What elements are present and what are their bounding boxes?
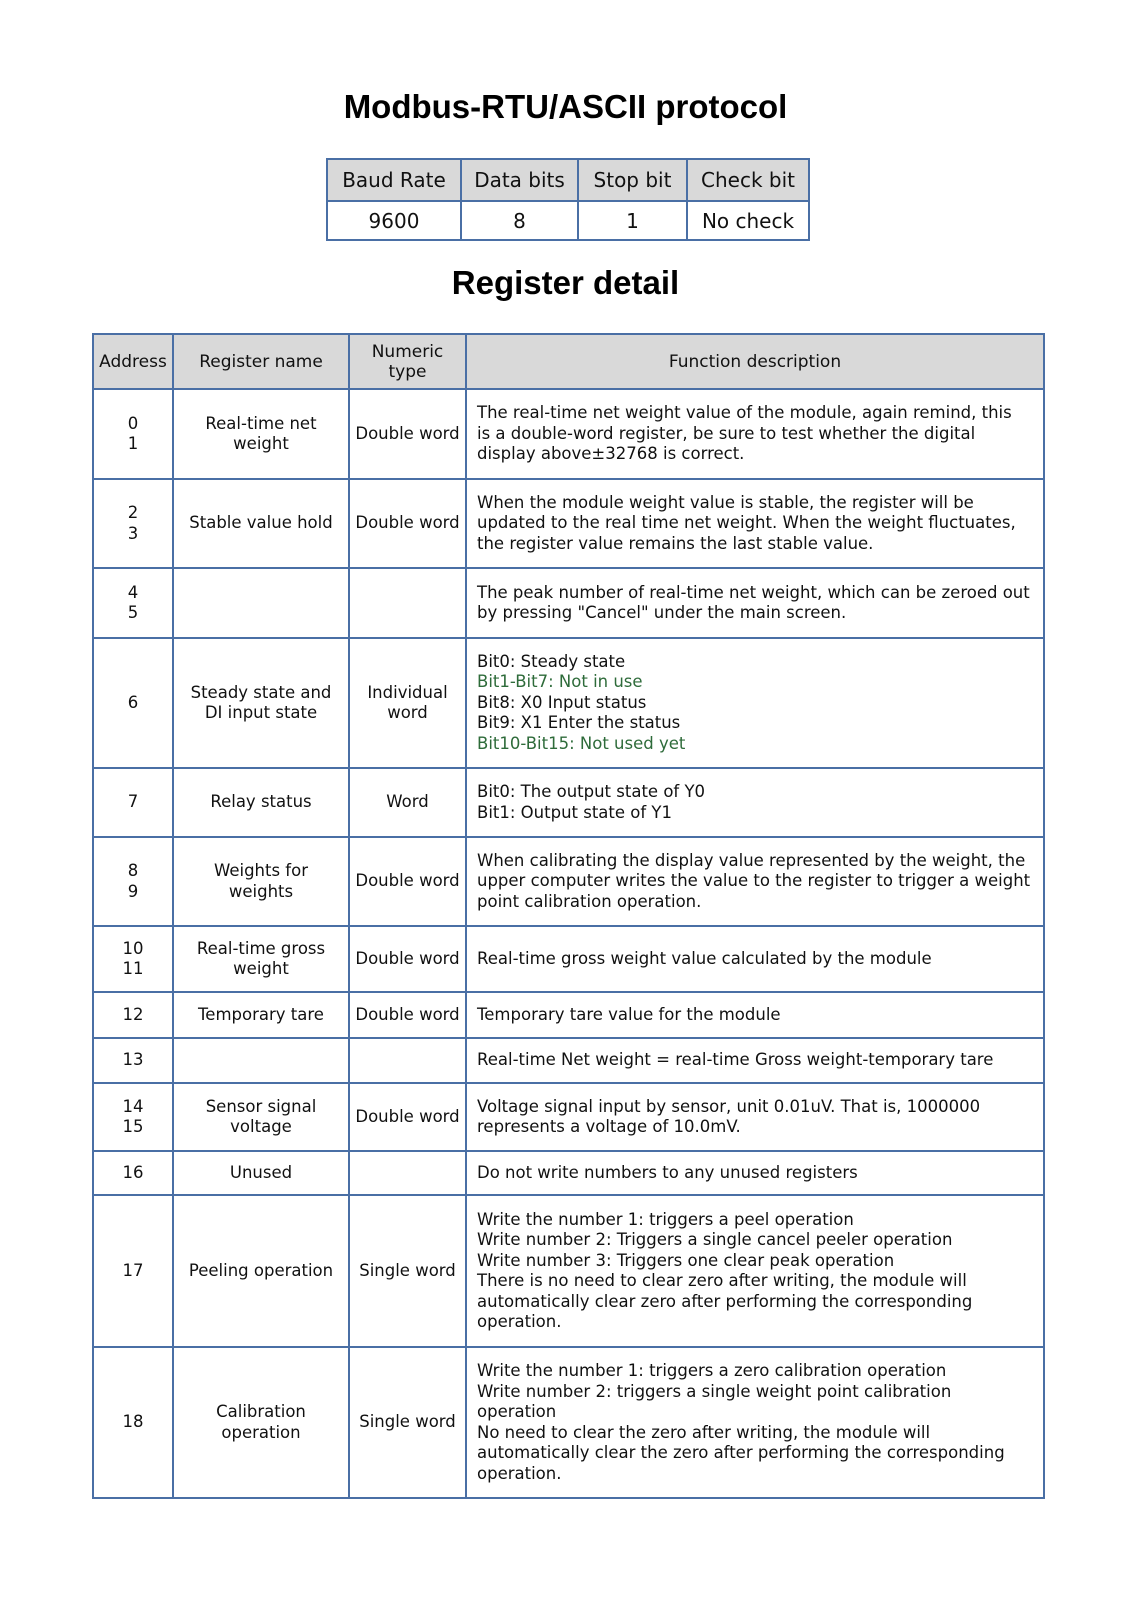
register-type [349,1195,466,1347]
register-name-line: weights [228,881,294,901]
register-address-line: 13 [122,1050,144,1070]
register-description-line: There is no need to clear zero after writing, the module will [477,1271,967,1290]
register-description-line: the register value remains the last stable value. [477,533,874,553]
register-address-line: 12 [122,1004,144,1024]
register-description-line: is a double-word register, be sure to test whether the digital [477,423,976,443]
register-address-line: 5 [127,603,139,622]
table-row [93,638,1044,768]
register-address-line: 8 [127,861,139,880]
table-row [93,837,1044,926]
register-description-line: Do not write numbers to any unused registers [477,1162,858,1182]
page-title: Modbus-RTU/ASCII protocol [343,88,788,125]
table-row [93,1151,1044,1195]
register-address-line: 3 [127,523,139,543]
register-name-line: Sensor signal [205,1096,317,1116]
register-description-line: Bit9: X1 Enter the status [477,713,681,733]
register-description [466,926,1044,992]
header-register-name: Register name [173,334,349,389]
register-type [349,1083,466,1151]
table-row [93,1083,1044,1151]
register-name [173,479,349,568]
protocol-header-data-bits: Data bits [461,159,578,201]
register-description [466,1083,1044,1151]
register-name [173,638,349,768]
header-numeric-type-line1: Numeric [371,341,444,362]
protocol-value-baud-rate: 9600 [327,201,461,240]
register-address-line: 4 [127,582,139,602]
table-row [93,926,1044,992]
register-description-line: The real-time net weight value of the module, again remind, this [477,403,1012,423]
register-description-line: Write the number 1: triggers a zero calibration operation [477,1361,947,1380]
protocol-value-row [327,201,809,240]
register-address-line: 16 [122,1162,144,1182]
register-address [93,992,173,1038]
header-numeric-type-line2: type [388,361,427,382]
register-address-line: 6 [127,692,139,712]
table-row [93,568,1044,638]
register-address-line: 2 [127,503,139,522]
register-description-line: represents a voltage of 10.0mV. [477,1117,741,1136]
register-description-line: Bit10-Bit15: Not used yet [477,733,686,753]
register-address [93,1347,173,1498]
register-description-line: by pressing "Cancel" under the main screen. [477,603,847,622]
register-description [466,638,1044,768]
register-name-line: Weights for [213,861,308,880]
register-description-line: When calibrating the display value represented by the weight, the [477,850,1026,870]
register-name-line: operation [221,1422,301,1442]
register-name [173,992,349,1038]
register-name-line: Stable value hold [189,513,333,533]
register-name [173,768,349,837]
protocol-value-stop-bit: 1 [578,201,687,240]
register-header-row [93,334,1044,389]
register-type [349,638,466,768]
register-type-line: Individual [367,682,448,702]
register-description-line: When the module weight value is stable, the register will be [477,492,974,512]
register-description [466,837,1044,926]
register-address-line: 7 [127,792,139,812]
register-description-line: automatically clear zero after performing the corresponding [477,1291,973,1311]
register-name-line: Relay status [210,792,312,812]
register-description-line: Write number 2: triggers a single weight point calibration [477,1381,952,1401]
register-description [466,1038,1044,1083]
protocol-value-check-bit: No check [687,201,809,240]
register-name [173,1038,349,1083]
register-description-line: Bit1: Output state of Y1 [477,802,673,822]
register-name [173,837,349,926]
register-type [349,1151,466,1195]
register-name-line: Steady state and [190,682,332,702]
register-name [173,1195,349,1347]
register-address [93,1083,173,1151]
table-row [93,768,1044,837]
register-section-title: Register detail [451,264,680,301]
register-name-line: voltage [230,1117,292,1136]
register-type-line: word [387,703,428,722]
protocol-header-check-bit: Check bit [687,159,809,201]
register-type-line: Word [386,792,429,812]
register-type [349,479,466,568]
register-address [93,1195,173,1347]
table-row [93,479,1044,568]
table-row [93,389,1044,479]
table-row [93,1195,1044,1347]
register-address [93,479,173,568]
register-type [349,768,466,837]
register-type-line: Double word [355,948,460,968]
register-description-line: Temporary tare value for the module [477,1004,781,1024]
register-name-line: Real-time gross [196,938,326,958]
register-type-line: Double word [355,1004,460,1024]
register-address [93,1038,173,1083]
table-row [93,1347,1044,1498]
register-address [93,926,173,992]
register-type [349,568,466,638]
register-description-line: Write the number 1: triggers a peel operation [477,1209,854,1229]
register-description-line: Bit8: X0 Input status [477,692,647,712]
register-type-line: Double word [355,513,460,533]
register-address-line: 0 [127,413,139,433]
register-type-line: Single word [359,1260,456,1280]
register-address-line: 1 [127,434,139,453]
register-type [349,1038,466,1083]
register-name-line: weight [233,434,289,453]
register-name-line: weight [233,959,289,978]
register-address-line: 15 [122,1117,144,1136]
register-type-line: Double word [355,423,460,443]
register-description [466,389,1044,479]
register-type-line: Single word [359,1412,456,1432]
protocol-header-baud-rate: Baud Rate [327,159,461,201]
register-description-line: Bit1-Bit7: Not in use [477,672,643,692]
register-address [93,837,173,926]
protocol-table [326,158,810,241]
register-description-line: upper computer writes the value to the register to trigger a weight [477,871,1031,891]
register-description-line: The peak number of real-time net weight, which can be zeroed out [477,582,1030,602]
register-description [466,768,1044,837]
register-address-line: 14 [122,1096,144,1116]
register-table-body [93,389,1044,1498]
register-description-line: Real-time Net weight = real-time Gross weight-temporary tare [477,1050,994,1070]
register-address [93,568,173,638]
header-address: Address [93,334,173,389]
register-description-line: display above±32768 is correct. [477,444,745,464]
register-type-line: Double word [355,1106,460,1126]
table-row [93,992,1044,1038]
register-name-line: Temporary tare [198,1004,324,1024]
register-description-line: point calibration operation. [477,891,702,911]
protocol-header-row [327,159,809,201]
register-address-line: 9 [127,881,139,901]
register-address [93,1151,173,1195]
register-name [173,389,349,479]
register-type [349,992,466,1038]
register-type [349,1347,466,1498]
register-description [466,568,1044,638]
register-address [93,638,173,768]
register-description-line: operation. [477,1312,562,1331]
register-address-line: 18 [122,1412,144,1432]
register-description [466,1347,1044,1498]
register-name-line: Real-time net [205,413,317,433]
protocol-header-stop-bit: Stop bit [578,159,687,201]
register-address [93,768,173,837]
register-address-line: 10 [122,938,144,958]
register-name [173,1083,349,1151]
register-description-line: updated to the real time net weight. When the weight fluctuates, [477,513,1016,533]
register-description-line: operation. [477,1463,562,1483]
register-name [173,1151,349,1195]
register-description [466,479,1044,568]
header-function-description: Function description [466,334,1044,389]
register-description-line: Write number 2: Triggers a single cancel peeler operation [477,1230,953,1249]
register-description-line: Bit0: The output state of Y0 [477,782,706,801]
register-name [173,568,349,638]
register-table [92,333,1045,1499]
register-description [466,1195,1044,1347]
register-type [349,837,466,926]
register-description-line: Bit0: Steady state [477,651,626,671]
register-name-line: DI input state [204,703,318,722]
register-name-line: Unused [229,1162,293,1182]
register-description-line: Voltage signal input by sensor, unit 0.01uV. That is, 1000000 [477,1096,981,1116]
register-name-line: Calibration [216,1402,306,1421]
protocol-value-data-bits: 8 [461,201,578,240]
register-address-line: 11 [122,959,144,978]
register-name [173,926,349,992]
register-description-line: Write number 3: Triggers one clear peak operation [477,1250,895,1270]
register-name [173,1347,349,1498]
register-address-line: 17 [122,1260,144,1280]
register-description-line: operation [477,1402,557,1421]
register-address [93,389,173,479]
register-type-line: Double word [355,871,460,891]
register-type [349,389,466,479]
table-row [93,1038,1044,1083]
register-description-line: Real-time gross weight value calculated by the module [477,948,932,968]
register-description [466,992,1044,1038]
register-name-line: Peeling operation [188,1260,334,1280]
register-description [466,1151,1044,1195]
register-description-line: automatically clear the zero after performing the corresponding [477,1443,1005,1462]
register-type [349,926,466,992]
register-description-line: No need to clear the zero after writing, the module will [477,1422,931,1442]
header-numeric-type [349,334,466,389]
